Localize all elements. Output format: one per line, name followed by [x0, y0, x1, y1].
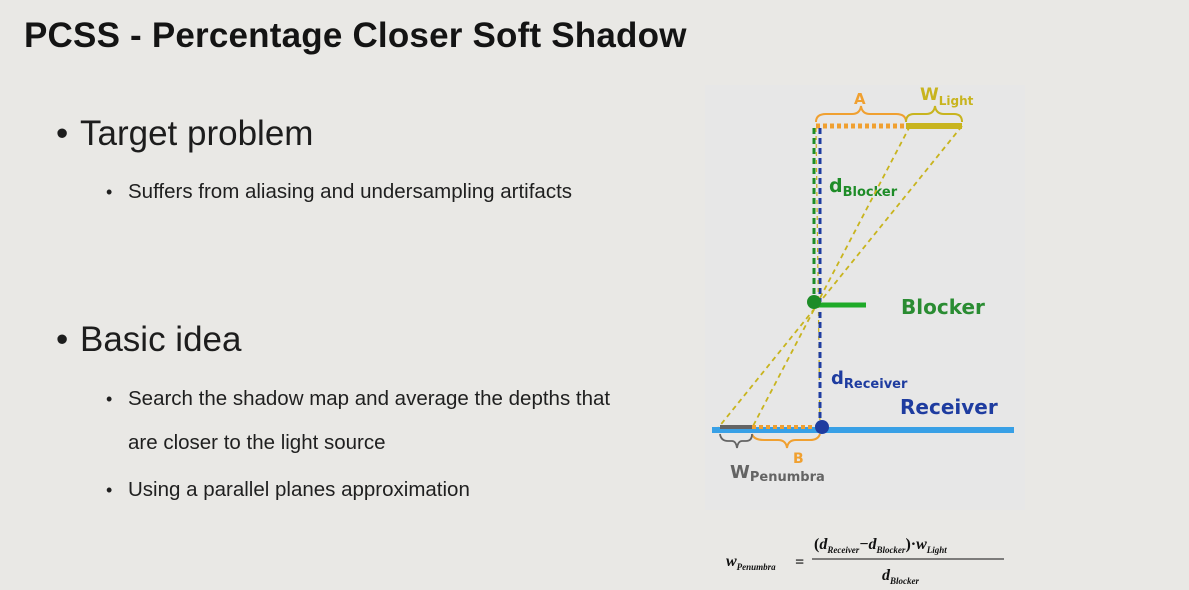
- slide-title: PCSS - Percentage Closer Soft Shadow: [24, 16, 687, 55]
- bullet-dot: •: [56, 114, 69, 153]
- eq-denominator: [882, 567, 919, 586]
- bullet-heading: Target problem: [80, 114, 314, 153]
- eq-den-sub: Blocker: [890, 576, 919, 586]
- sub-bullet-text: Using a parallel planes approximation: [128, 478, 470, 501]
- label-d-blocker-sub: Blocker: [842, 185, 898, 200]
- eq-minus: −: [859, 536, 869, 553]
- label-blocker: Blocker: [901, 295, 985, 319]
- receiver-point: [815, 420, 829, 434]
- eq-equals: =: [795, 554, 805, 571]
- eq-d1-sub: Receiver: [827, 545, 860, 555]
- penumbra-equation: [726, 536, 1004, 586]
- sub-bullet-text-line1: Search the shadow map and average the depths that: [128, 387, 611, 410]
- eq-d2-main: d: [868, 536, 877, 553]
- sub-bullet-dot: •: [106, 182, 113, 202]
- eq-dot: ·: [910, 536, 917, 553]
- label-receiver: Receiver: [900, 395, 998, 419]
- sub-bullet-dot: •: [106, 389, 113, 409]
- label-d-receiver-main: d: [831, 368, 844, 389]
- eq-w-sub: Light: [926, 545, 947, 555]
- label-b: B: [793, 451, 804, 467]
- label-w-penumbra-sub: Penumbra: [749, 470, 825, 485]
- label-d-receiver-sub: Receiver: [843, 377, 908, 392]
- eq-d1-main: d: [819, 536, 828, 553]
- eq-lhs: [726, 553, 776, 572]
- eq-numerator: [814, 536, 947, 555]
- label-d-blocker-main: d: [829, 175, 843, 197]
- label-a: A: [854, 90, 866, 108]
- sub-bullet-text-line2: are closer to the light source: [128, 431, 386, 454]
- blocker-point: [807, 295, 821, 309]
- label-w-light-sub: Light: [938, 94, 974, 108]
- label-w-penumbra-main: W: [730, 462, 750, 483]
- sub-bullet-text: Suffers from aliasing and undersampling artifacts: [128, 180, 573, 203]
- eq-d2-sub: Blocker: [876, 545, 906, 555]
- bullet-dot: •: [56, 320, 69, 359]
- eq-lhs-sub: Penumbra: [736, 562, 776, 572]
- bullet-heading: Basic idea: [80, 320, 242, 359]
- sub-bullet-dot: •: [106, 480, 113, 500]
- label-w-light-main: W: [920, 85, 939, 105]
- eq-lhs-main: w: [726, 553, 737, 570]
- eq-den-main: d: [882, 567, 890, 584]
- eq-open-paren: (: [814, 536, 820, 553]
- eq-close-paren: ): [905, 536, 911, 553]
- eq-w-main: w: [916, 536, 927, 553]
